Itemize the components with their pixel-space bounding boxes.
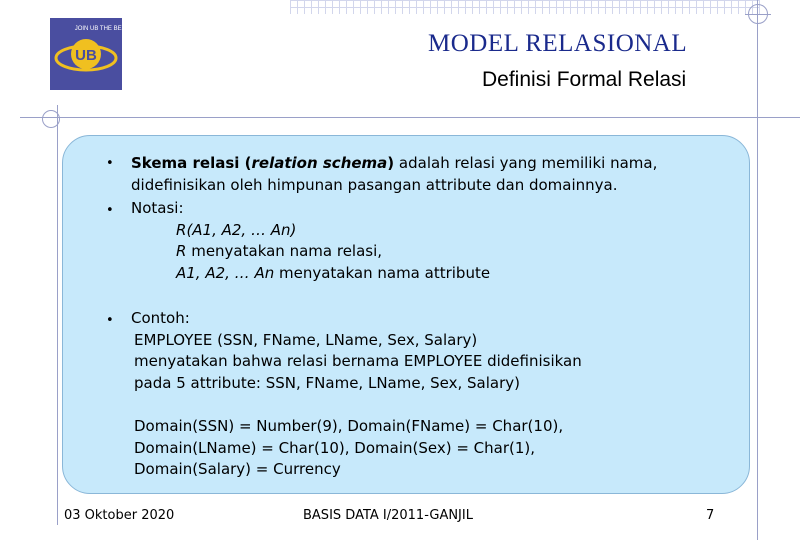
notation-a-line: A1, A2, … An menyatakan nama attribute: [176, 264, 491, 282]
bullet-3-label: Contoh:: [131, 309, 190, 327]
footer-page-number: 7: [706, 508, 715, 523]
bullet-1-marker: •: [106, 156, 114, 171]
example-line-3: pada 5 attribute: SSN, FName, LName, Sex, Salary): [134, 374, 520, 392]
notation-r-line: R menyatakan nama relasi,: [176, 242, 383, 260]
bullet-3-marker: •: [106, 313, 114, 328]
footer-date: 03 Oktober 2020: [64, 508, 175, 523]
example-line-2: menyatakan bahwa relasi bernama EMPLOYEE didefinisikan: [134, 352, 582, 370]
bullet-2-marker: •: [106, 203, 114, 218]
example-line-1: EMPLOYEE (SSN, FName, LName, Sex, Salary): [134, 331, 478, 349]
page-title: MODEL RELASIONAL: [428, 30, 688, 57]
example-line-5: Domain(LName) = Char(10), Domain(Sex) = Char(1),: [134, 439, 536, 457]
logo-top-text: JOIN UB THE BEST: [74, 26, 130, 32]
logo-main-text: UB: [75, 47, 97, 64]
footer-course: BASIS DATA I/2011-GANJIL: [303, 508, 473, 523]
bullet-1-line-1: Skema relasi (relation schema) adalah relasi yang memiliki nama,: [131, 154, 658, 172]
notation-formula: R(A1, A2, … An): [176, 221, 297, 239]
page-subtitle: Definisi Formal Relasi: [482, 68, 687, 91]
bullet-2-label: Notasi:: [131, 199, 184, 217]
example-line-6: Domain(Salary) = Currency: [134, 460, 341, 478]
decorative-grid: [290, 0, 760, 14]
decorative-left-line: [57, 105, 58, 525]
bullet-1-term: Skema relasi (relation schema): [131, 154, 395, 172]
bullet-1-line-2: didefinisikan oleh himpunan pasangan attribute dan domainnya.: [131, 176, 618, 194]
left-crosshair-icon: [42, 110, 60, 128]
decorative-vertical-line: [757, 0, 758, 540]
example-line-4: Domain(SSN) = Number(9), Domain(FName) = Char(10),: [134, 417, 564, 435]
ub-logo-icon: [50, 18, 130, 90]
corner-crosshair-icon: [748, 4, 768, 24]
decorative-horizontal-line: [20, 117, 800, 118]
